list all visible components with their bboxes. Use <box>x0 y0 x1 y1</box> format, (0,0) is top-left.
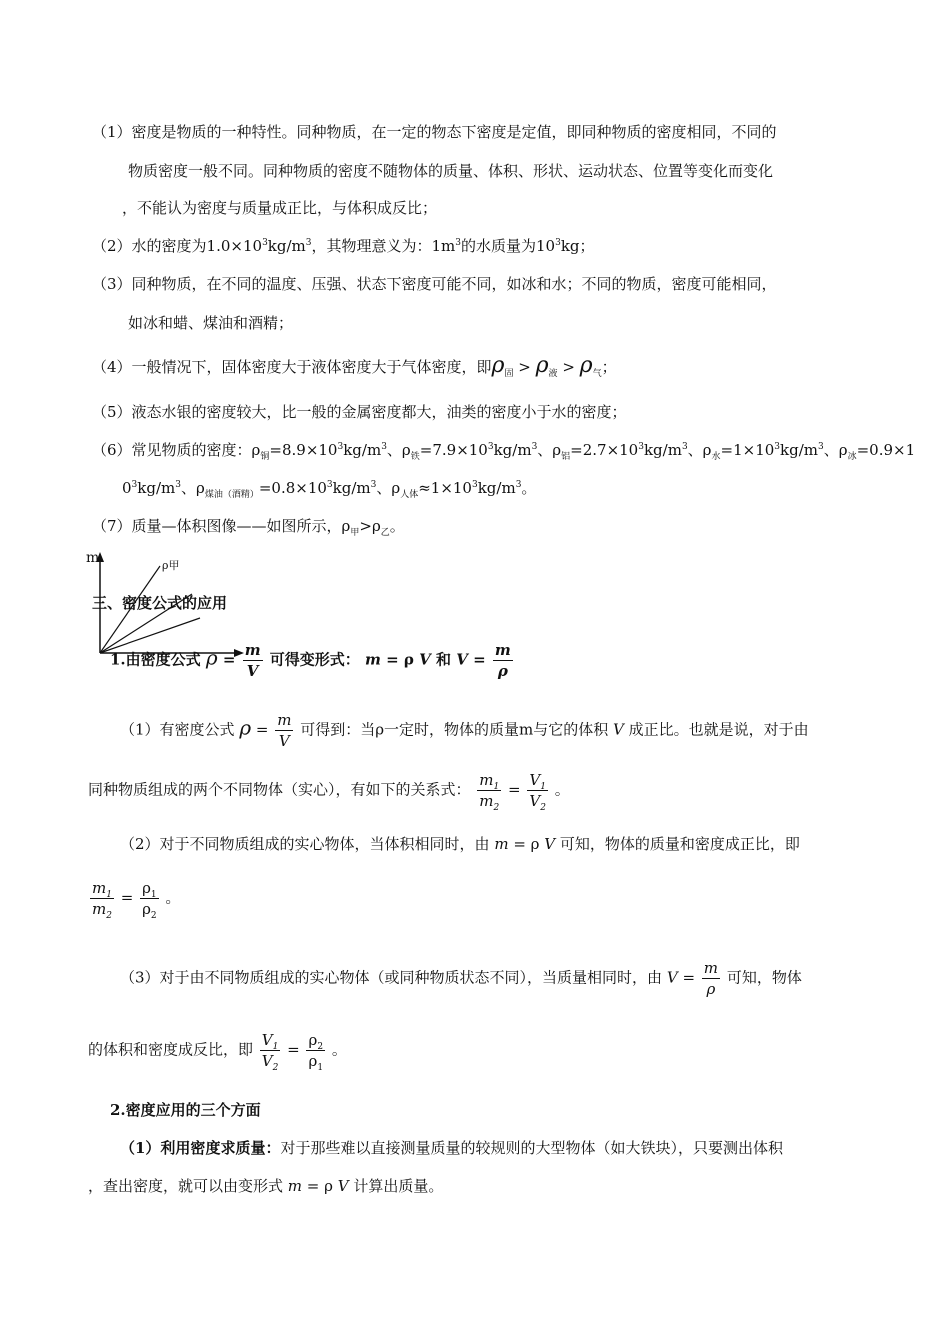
aluminum-value: =2.7×10 <box>570 441 639 459</box>
sub1-and: 和 <box>436 650 452 669</box>
formula-v-from-m: $\frac{m}{\rho}$ <box>703 959 719 998</box>
iron-value: =7.9×10 <box>419 441 488 459</box>
sub-yi: 乙 <box>380 528 390 538</box>
point-2-period: 。 <box>165 888 181 907</box>
point-2-line-2: $\frac{m_1}{m_2}$ = $\frac{\rho_1}{\rho_2}$ 。 <box>92 879 181 921</box>
graph-axis-label: m <box>86 550 100 566</box>
point-2-end: 可知，物体的质量和密度成正比，即 <box>559 835 800 853</box>
item-2: （2）水的密度为$1.0\times 10^3kg/m^3$，其物理意义为：$1m^3$的水质量为$10^3kg$； <box>92 237 595 255</box>
sub-kerosene: 煤油（酒精） <box>204 490 259 500</box>
water-value: =1×10 <box>720 441 775 459</box>
item-1-line-2: 物质密度一般不同。同种物质的密度不随物体的质量、体积、形状、运动状态、位置等变化而变化 <box>128 162 774 180</box>
sub-liquid: 液 <box>548 369 558 379</box>
point-3-period: 。 <box>331 1040 347 1059</box>
item-2-text-d: 的水质量为10 <box>461 237 556 255</box>
sub-water: 水 <box>711 452 721 462</box>
point-1-pre: （1）有密度公式 <box>120 720 235 739</box>
sub-jia: 甲 <box>350 528 360 538</box>
point-1-line-2: 同种物质组成的两个不同物体（实心），有如下的关系式： $\frac{m_1}{m_2}$ = $\frac{V_1}{V_2}$ 。 <box>88 771 570 813</box>
point-3-line-1: （3）对于由不同物质组成的实心物体（或同种物质状态不同），当质量相同时，由 V = $\frac{m}{\rho}$ 可知，物体 <box>120 959 802 998</box>
sub-aluminum: 铝 <box>561 452 571 462</box>
sub1-pre: 1.由密度公式 <box>110 650 201 669</box>
point-1-mid: 可得到：当ρ一定时，物体的质量m与它的体积 <box>300 720 609 739</box>
sub1-mid: 可得变形式： <box>269 650 360 669</box>
item-6-prefix: （6）常见物质的密度：ρ <box>92 441 261 459</box>
app-1-title: （1）利用密度求质量： <box>120 1139 281 1157</box>
item-6-line-2: $0^3kg/m^3$、$\rho_{煤油(酒精)}=0.8\times 10^3kg/m^3$、$\rho_{人体}\approx 1\times 10^3kg/m^3$。 <box>122 479 537 500</box>
point-2-line-1: （2）对于不同物质组成的实心物体，当体积相同时，由 m = ρ V 可知，物体的质量和密度成正比，即 <box>120 835 800 853</box>
item-7 <box>92 516 405 536</box>
sub-body: 人体 <box>400 490 419 500</box>
ice-value: =0.9×1 <box>856 441 916 459</box>
point-3-end: 可知，物体 <box>726 968 802 987</box>
point-1-line-1: （1）有密度公式 ρ = $\frac{m}{V}$ 可得到：当ρ一定时，物体的质量m与它的体积 V 成正比。也就是说，对于由 <box>120 711 809 750</box>
point-1-period: 。 <box>554 780 570 799</box>
item-7-end: 。 <box>389 517 405 535</box>
formula-v-ratio: $\frac{V_1}{V_2}$ <box>529 771 546 813</box>
item-7-mid: >ρ <box>359 517 381 535</box>
sub-gas: 气 <box>592 369 602 379</box>
app-1-pre: ，查出密度，就可以由变形式 <box>88 1177 284 1195</box>
subheading-2: 2.密度应用的三个方面 <box>110 1101 261 1119</box>
item-4-text: （4）一般情况下，固体密度大于液体密度大于气体密度，即 <box>92 358 492 376</box>
ice-value-cont: 0 <box>122 479 132 497</box>
body-value: ≈1×10 <box>418 479 472 497</box>
app-1-end: 计算出质量。 <box>353 1177 444 1195</box>
point-1-end: 成正比。也就是说，对于由 <box>628 720 809 739</box>
item-5: （5）液态水银的密度较大，比一般的金属密度都大，油类的密度小于水的密度； <box>92 403 627 421</box>
app-1-line-2: ，查出密度，就可以由变形式 m = ρ V 计算出质量。 <box>88 1177 444 1195</box>
formula-rho-eq-m-over-v: $\frac{m}{V}$ <box>244 641 261 680</box>
sub-ice: 冰 <box>847 452 857 462</box>
item-4-end: ； <box>601 358 617 376</box>
app-1-line-1 <box>120 1138 783 1158</box>
copper-value: =8.9×10 <box>269 441 338 459</box>
item-2-text-a: （2）水的密度为1.0×10 <box>92 237 263 255</box>
item-6-line-1: （6）常见物质的密度：$\rho_铜=8.9\times 10^3kg/m^3$、$\rho_铁=7.9\times 10^3kg/m^3$、$\rho_铝=2.7\times 10^3kg/m^3$、$\rho_水=1\times 10^3kg/m^3$、$\rho_冰=0.9\times 1$ <box>92 441 916 462</box>
point-3-text: 的体积和密度成反比，即 <box>88 1040 254 1059</box>
app-1-text: 对于那些难以直接测量质量的较规则的大型物体（如大铁块），只要测出体积 <box>280 1139 783 1157</box>
kerosene-value: =0.8×10 <box>258 479 327 497</box>
item-2-text-c: ，其物理意义为：1m <box>311 237 456 255</box>
formula-v-ratio-2: $\frac{V_1}{V_2}$ <box>261 1031 279 1073</box>
sub-solid: 固 <box>504 369 514 379</box>
point-1-text: 同种物质组成的两个不同物体（实心），有如下的关系式： <box>88 780 471 799</box>
formula-rho-inverse-ratio: $\frac{\rho_2}{\rho_1}$ <box>308 1031 324 1073</box>
formula-rho-def: $\frac{m}{V}$ <box>277 711 292 750</box>
point-3-line-2: 的体积和密度成反比，即 $\frac{V_1}{V_2}$ = $\frac{\rho_2}{\rho_1}$ 。 <box>88 1031 347 1073</box>
sub-iron: 铁 <box>410 452 420 462</box>
item-1-line-1: （1）密度是物质的一种特性。同种物质，在一定的物态下密度是定值，即同种物质的密度相同，不同的 <box>92 123 777 141</box>
item-6-end: 。 <box>521 479 537 497</box>
item-7-text: （7）质量—体积图像——如图所示，ρ <box>92 517 351 535</box>
graph-line-label: ρ甲 <box>162 559 180 572</box>
formula-m-ratio-v: $\frac{m_1}{m_2}$ <box>479 771 500 813</box>
formula-m-ratio: $\frac{m_1}{m_2}$ <box>92 879 112 921</box>
item-2-text-e: kg； <box>560 237 595 255</box>
section-heading: 三、密度公式的应用 <box>92 594 228 612</box>
point-2-pre: （2）对于不同物质组成的实心物体，当体积相同时，由 <box>120 835 490 853</box>
item-1-line-3: ，不能认为密度与质量成正比，与体积成反比； <box>122 199 438 217</box>
item-3-line-2: 如冰和蜡、煤油和酒精； <box>128 314 294 332</box>
subheading-1: 1.由密度公式 ρ = $\frac{m}{V}$ 可得变形式： m = ρ V 和 V = $\frac{m}{\rho}$ <box>110 641 511 680</box>
point-3-pre: （3）对于由不同物质组成的实心物体（或同种物质状态不同），当质量相同时，由 <box>120 968 663 987</box>
formula-rho-ratio: $\frac{\rho_1}{\rho_2}$ <box>142 879 157 921</box>
item-2-text-b: kg/m <box>267 237 306 255</box>
formula-v-eq-m-over-rho: $\frac{m}{\rho}$ <box>494 641 511 680</box>
item-4: （4）一般情况下，固体密度大于液体密度大于气体密度，即$\rho_固 > \rho_液 > \rho_气$； <box>92 353 617 379</box>
item-3-line-1: （3）同种物质，在不同的温度、压强、状态下密度可能不同，如冰和水；不同的物质，密度可能相同， <box>92 275 777 293</box>
sub-copper: 铜 <box>260 452 270 462</box>
